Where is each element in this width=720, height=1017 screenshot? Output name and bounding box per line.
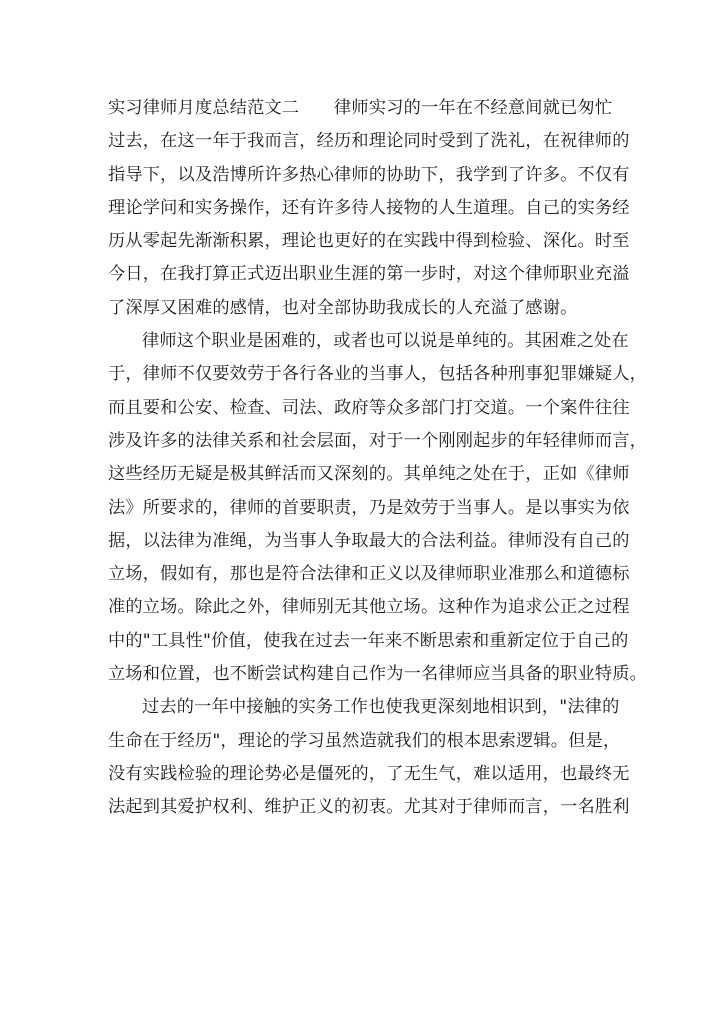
- document-body: [108, 92, 648, 825]
- paragraph-first-line: 过去的一年中接触的实务工作也使我更深刻地相识到，"法律的: [142, 697, 620, 718]
- text-line: 法》所要求的，律师的首要职责，乃是效劳于当事人。是以事实为依: [108, 497, 630, 518]
- text-line: 中的"工具性"价值，使我在过去一年来不断思索和重新定位于自己的: [108, 630, 629, 651]
- text-line: 准的立场。除此之外，律师别无其他立场。这种作为追求公正之过程: [108, 597, 630, 618]
- text-line: 今日，在我打算正式迈出职业生涯的第一步时，对这个律师职业充溢: [108, 264, 630, 285]
- text-line: 了深厚又困难的感情，也对全部协助我成长的人充溢了感谢。: [108, 297, 578, 318]
- paragraph-first-line: 律师这个职业是困难的，或者也可以说是单纯的。其困难之处在: [142, 331, 629, 352]
- text-line: 而且要和公安、检查、司法、政府等众多部门打交道。一个案件往往: [108, 397, 630, 418]
- text-line: 过去，在这一年于我而言，经历和理论同时受到了洗礼，在祝律师的: [108, 131, 630, 152]
- text-line: 没有实践检验的理论势必是僵死的，了无生气，难以适用，也最终无: [108, 763, 630, 784]
- text-line: 实习律师月度总结范文二 律师实习的一年在不经意间就已匆忙: [108, 98, 613, 118]
- text-line: 生命在于经历"，理论的学习虽然造就我们的根本思索逻辑。但是，: [108, 730, 621, 751]
- text-line: 涉及许多的法律关系和社会层面，对于一个刚刚起步的年轻律师而言，: [108, 430, 648, 451]
- text-line: 据，以法律为准绳，为当事人争取最大的合法利益。律师没有自己的: [108, 530, 630, 551]
- text-line: 于，律师不仅要效劳于各行各业的当事人，包括各种刑事犯罪嫌疑人，: [108, 364, 648, 385]
- text-line: 法起到其爱护权利、维护正义的初衷。尤其对于律师而言，一名胜利: [108, 797, 630, 818]
- text-line: 指导下，以及浩博所许多热心律师的协助下，我学到了许多。不仅有: [108, 164, 630, 185]
- text-line: 这些经历无疑是极其鲜活而又深刻的。其单纯之处在于，正如《律师: [108, 464, 630, 485]
- text-line: 立场，假如有，那也是符合法律和正义以及律师职业准那么和道德标: [108, 564, 630, 585]
- text-line: 历从零起先渐渐积累，理论也更好的在实践中得到检验、深化。时至: [108, 231, 630, 252]
- text-line: 理论学问和实务操作，还有许多待人接物的人生道理。自己的实务经: [108, 197, 630, 218]
- text-line: 立场和位置，也不断尝试构建自己作为一名律师应当具备的职业特质。: [108, 664, 648, 685]
